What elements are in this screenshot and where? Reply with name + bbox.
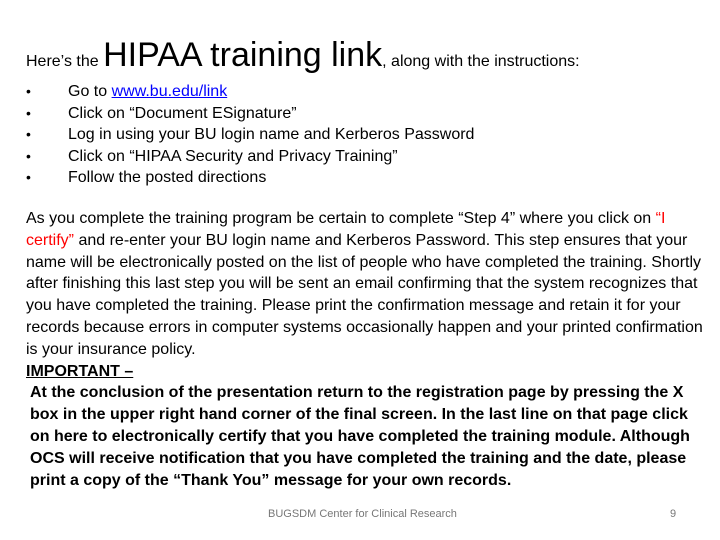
bu-link[interactable]: www.bu.edu/link [111,83,228,100]
heading-title: HIPAA training link [103,36,383,74]
list-item-text: Log in using your BU login name and Kerberos Password [68,126,475,143]
list-item [26,124,474,146]
bullet-marker: • [26,147,31,164]
list-item-text: Follow the posted directions [68,169,267,186]
paragraph-text: and re-enter your BU login name and Kerberos Password. This step ensures that your name will be electronically posted on the list of people who have completed the training. Shortly after finishing this last step you will be sent an email confirming that the system recognizes that you have completed the training. Please print the confirmation message and retain it for your records because errors in computer systems occasionally happen and your printed confirmation is your insurance policy. [26,231,703,358]
list-item-text: Go to [68,83,112,100]
list-item-text: Click on “HIPAA Security and Privacy Training” [68,147,398,165]
list-item [26,167,474,189]
bullet-marker: • [26,169,31,185]
bullet-marker: • [26,83,31,99]
heading-prefix: Here’s the [26,53,99,70]
bullet-marker: • [26,126,31,142]
instructions-paragraph [26,208,710,361]
heading-suffix: , along with the instructions: [382,53,580,70]
body-text [26,208,710,491]
bullet-marker: • [26,104,31,121]
instruction-list [26,81,474,189]
list-item [26,146,474,168]
paragraph-text: As you complete the training program be certain to complete “Step 4” where you click on [26,210,656,227]
i-certify-highlight: “I certify” [26,210,666,249]
footer-text: BUGSDM Center for Clinical Research [268,508,457,520]
page-number: 9 [670,508,677,520]
list-item [26,103,474,125]
important-label: IMPORTANT – [26,362,134,380]
list-item-text: Click on “Document ESignature” [68,104,297,122]
slide-heading [26,38,706,72]
list-item [26,81,474,103]
important-text: At the conclusion of the presentation return to the registration page by pressing the X box in the upper right hand corner of the final screen. In the last line on that page click on here to electronically certify that you have completed the training module. Although OCS will receive notification that you have completed the training and the date, please print a copy of the “Thank You” message for your own records. [30,384,690,489]
